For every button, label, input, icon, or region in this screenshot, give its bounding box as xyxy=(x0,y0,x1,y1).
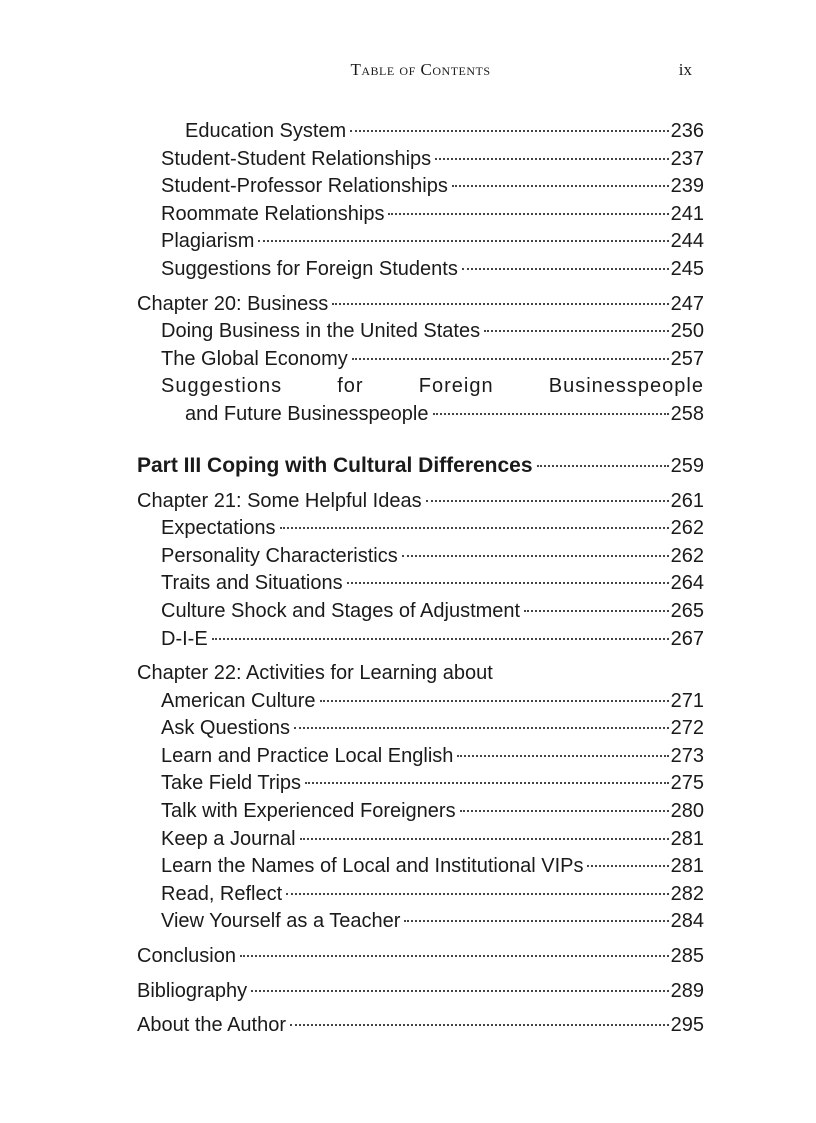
toc-entry-page: 244 xyxy=(670,230,704,253)
toc-entry-page: 271 xyxy=(670,689,704,712)
toc-entry-page: 280 xyxy=(670,800,704,823)
dot-leader xyxy=(352,358,669,360)
toc-entry[interactable] xyxy=(137,715,704,743)
word: Foreign xyxy=(418,375,494,398)
toc-part-label: Part III Coping with Cultural Differences xyxy=(137,453,533,477)
word: Businesspeople xyxy=(548,375,704,398)
dot-leader xyxy=(426,500,669,502)
toc-entry-label: Suggestions for Foreign Students xyxy=(161,257,458,280)
toc-entry-label xyxy=(161,373,704,401)
toc-chapter-label: Chapter 20: Business xyxy=(137,292,329,315)
dot-leader xyxy=(462,268,669,270)
toc-entry-page: 265 xyxy=(670,599,704,622)
toc-chapter[interactable] xyxy=(137,943,704,971)
toc-entry[interactable] xyxy=(137,543,704,571)
toc-entry-label: Doing Business in the United States xyxy=(161,320,481,343)
dot-leader xyxy=(350,130,668,132)
toc-entry[interactable] xyxy=(137,598,704,626)
toc-entry-label: Take Field Trips xyxy=(161,772,302,795)
toc-entry-label: Plagiarism xyxy=(161,230,255,253)
toc-chapter-page: 261 xyxy=(670,489,704,512)
toc-entry[interactable] xyxy=(137,688,704,716)
toc-entry-label: Read, Reflect xyxy=(161,882,283,905)
toc-entry-page: 245 xyxy=(670,257,704,280)
toc-chapter[interactable] xyxy=(137,488,704,516)
toc-entry-label: Roommate Relationships xyxy=(161,202,385,225)
toc-entry[interactable] xyxy=(137,743,704,771)
toc-entry[interactable] xyxy=(137,228,704,256)
toc-entry-page: 267 xyxy=(670,627,704,650)
running-header xyxy=(137,60,704,84)
toc-entry-label: Ask Questions xyxy=(161,717,290,740)
dot-leader xyxy=(404,920,668,922)
page-number: ix xyxy=(678,60,692,79)
dot-leader xyxy=(240,955,669,957)
toc-entry[interactable] xyxy=(137,853,704,881)
toc-entry[interactable] xyxy=(137,515,704,543)
toc-entry[interactable] xyxy=(137,146,704,174)
toc-chapter[interactable] xyxy=(137,291,704,319)
table-of-contents xyxy=(137,118,704,1040)
dot-leader xyxy=(280,527,669,529)
toc-entry-page: 272 xyxy=(670,717,704,740)
toc-entry-page: 264 xyxy=(670,572,704,595)
toc-entry-label: Student-Professor Relationships xyxy=(161,175,448,198)
toc-part-page: 259 xyxy=(670,454,704,477)
dot-leader xyxy=(258,240,668,242)
dot-leader xyxy=(294,727,669,729)
dot-leader xyxy=(587,865,668,867)
word: for xyxy=(337,375,364,398)
toc-entry[interactable] xyxy=(137,626,704,654)
dot-leader xyxy=(484,330,669,332)
toc-chapter-label: Conclusion xyxy=(137,945,236,968)
toc-entry-label: and Future Businesspeople xyxy=(185,402,429,425)
dot-leader xyxy=(402,555,669,557)
toc-entry-label: Personality Characteristics xyxy=(161,544,398,567)
toc-entry-page: 257 xyxy=(670,347,704,370)
dot-leader xyxy=(452,185,669,187)
toc-entry-label: Learn the Names of Local and Institutional VIPs xyxy=(161,855,584,878)
toc-entry-label: The Global Economy xyxy=(161,347,348,370)
toc-chapter-label: Bibliography xyxy=(137,979,248,1002)
dot-leader xyxy=(537,465,669,467)
toc-entry-label: View Yourself as a Teacher xyxy=(161,910,401,933)
toc-chapter-page: 285 xyxy=(670,945,704,968)
dot-leader xyxy=(300,838,669,840)
toc-entry-page: 239 xyxy=(670,175,704,198)
toc-entry[interactable] xyxy=(137,908,704,936)
toc-chapter[interactable] xyxy=(137,1012,704,1040)
dot-leader xyxy=(388,213,668,215)
toc-entry-page: 275 xyxy=(670,772,704,795)
dot-leader xyxy=(212,638,669,640)
dot-leader xyxy=(435,158,668,160)
dot-leader xyxy=(347,582,669,584)
dot-leader xyxy=(460,810,669,812)
dot-leader xyxy=(305,782,669,784)
word: Suggestions xyxy=(161,375,283,398)
toc-entry-label: Education System xyxy=(185,120,347,142)
toc-entry-page: 236 xyxy=(670,120,704,142)
dot-leader xyxy=(286,893,668,895)
dot-leader xyxy=(524,610,669,612)
dot-leader xyxy=(320,700,669,702)
toc-entry-page: 262 xyxy=(670,517,704,540)
toc-chapter-page: 289 xyxy=(670,979,704,1002)
toc-entry-page: 281 xyxy=(670,827,704,850)
toc-entry-label: Culture Shock and Stages of Adjustment xyxy=(161,599,521,622)
toc-entry-label: Learn and Practice Local English xyxy=(161,744,454,767)
toc-entry-label: Student-Student Relationships xyxy=(161,147,432,170)
toc-entry[interactable] xyxy=(137,826,704,854)
toc-entry[interactable] xyxy=(137,570,704,598)
toc-entry[interactable] xyxy=(137,346,704,374)
toc-entry-page: 282 xyxy=(670,882,704,905)
toc-entry[interactable] xyxy=(137,770,704,798)
toc-entry-page: 284 xyxy=(670,910,704,933)
toc-chapter-page: 295 xyxy=(670,1014,704,1037)
toc-entry-page: 281 xyxy=(670,855,704,878)
toc-entry-page: 241 xyxy=(670,202,704,225)
toc-chapter[interactable] xyxy=(137,660,704,688)
toc-entry[interactable] xyxy=(137,798,704,826)
running-title: Table of Contents xyxy=(350,60,491,79)
toc-entry[interactable] xyxy=(137,201,704,229)
dot-leader xyxy=(433,413,669,415)
toc-entry[interactable] xyxy=(137,881,704,909)
dot-leader xyxy=(290,1024,669,1026)
toc-chapter[interactable] xyxy=(137,978,704,1006)
toc-entry-page: 250 xyxy=(670,320,704,343)
toc-entry-page: 273 xyxy=(670,744,704,767)
toc-entry-label: Keep a Journal xyxy=(161,827,296,850)
toc-entry[interactable] xyxy=(137,173,704,201)
dot-leader xyxy=(332,303,668,305)
toc-entry-page: 237 xyxy=(670,147,704,170)
toc-entry-label: D-I-E xyxy=(161,627,208,650)
toc-entry-label: Expectations xyxy=(161,517,276,540)
toc-chapter-label: Chapter 21: Some Helpful Ideas xyxy=(137,489,422,512)
toc-entry[interactable] xyxy=(137,256,704,284)
toc-entry[interactable] xyxy=(137,318,704,346)
toc-part[interactable] xyxy=(137,451,704,481)
toc-entry-label: American Culture xyxy=(161,689,316,712)
toc-entry[interactable] xyxy=(137,401,704,429)
toc-entry-justified[interactable] xyxy=(137,373,704,401)
toc-entry-label: Traits and Situations xyxy=(161,572,343,595)
toc-entry-label: Talk with Experienced Foreigners xyxy=(161,800,456,823)
toc-entry[interactable] xyxy=(137,118,704,146)
toc-entry-page: 258 xyxy=(670,402,704,425)
toc-chapter-label: About the Author xyxy=(137,1014,287,1037)
toc-entry-page: 262 xyxy=(670,544,704,567)
toc-chapter-page: 247 xyxy=(670,292,704,315)
dot-leader xyxy=(457,755,668,757)
dot-leader xyxy=(251,990,669,992)
toc-chapter-label: Chapter 22: Activities for Learning about xyxy=(137,662,493,685)
